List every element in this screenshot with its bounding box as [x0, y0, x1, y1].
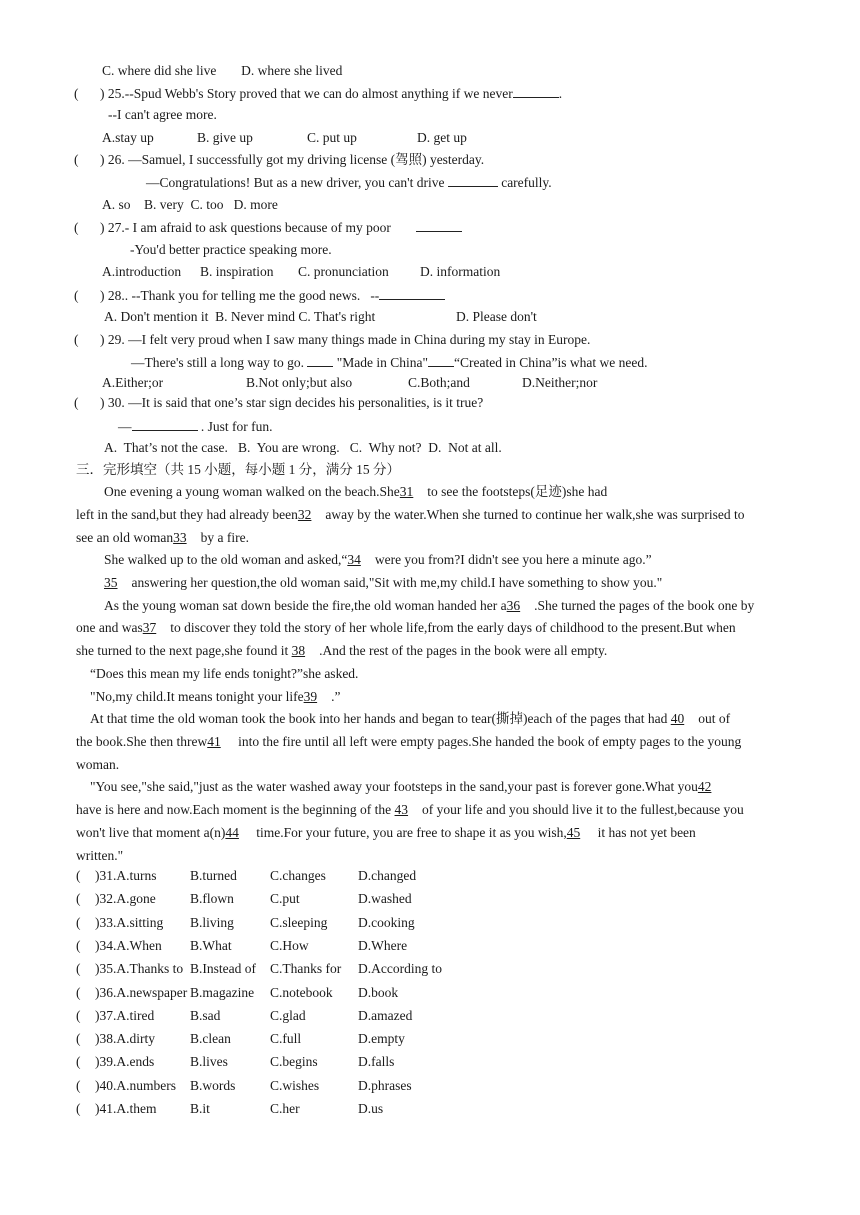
option-a: )37.A.tired: [95, 1007, 155, 1023]
cloze-blank-number: 41: [207, 734, 221, 749]
passage-text: left in the sand,but they had already been: [76, 507, 298, 522]
passage-text: into the fire until all left were empty pages.She handed the book of empty pages to the young: [234, 734, 742, 749]
passage-line: [90, 778, 725, 796]
q28-stem: ( ) 28.. --Thank you for telling me the good news. --: [74, 286, 445, 305]
answer-paren[interactable]: (: [76, 1054, 81, 1070]
q30-options: A. That’s not the case. B. You are wrong. C. Why not? D. Not at all.: [104, 440, 502, 455]
option-c: C.glad: [270, 1007, 306, 1023]
passage-text: to discover they told the story of her whole life,from the early days of childhood to the present.But when: [170, 620, 736, 635]
answer-paren[interactable]: (: [76, 868, 81, 883]
q27-options: A.introduction B. inspiration C. pronunciation D. information: [102, 264, 501, 279]
passage-text: one and was: [76, 620, 143, 635]
q25-options: A.stay up B. give up C. put up D. get up: [102, 130, 467, 145]
passage-line: [76, 619, 736, 637]
answer-paren[interactable]: (: [74, 220, 79, 235]
option-d: D.book: [358, 984, 399, 1000]
option-d: D.changed: [358, 868, 417, 883]
passage-text: “Does this mean my life ends tonight?”she asked.: [90, 666, 359, 681]
answer-paren[interactable]: (: [76, 1101, 81, 1116]
q24-options: [102, 62, 342, 80]
passage-line: [104, 483, 607, 501]
q24-option-d: D. where she lived: [241, 63, 343, 78]
passage-text: the book.She then threw: [76, 734, 208, 749]
option-c: C.How: [270, 937, 309, 953]
option-c: C.her: [270, 1101, 300, 1116]
option-c: C.begins: [270, 1054, 318, 1070]
passage-line: [76, 756, 119, 774]
passage-line: [76, 733, 741, 751]
cloze-blank-number: 44: [225, 825, 239, 840]
passage-text: of your life and you should live it to the fullest,because you: [422, 802, 744, 817]
cloze-blank-number: 42: [697, 779, 712, 794]
passage-text: .”: [331, 689, 341, 704]
option-b: B.sad: [190, 1007, 221, 1023]
option-c: C.put: [270, 891, 300, 907]
option-a: )36.A.newspaper: [95, 984, 188, 1000]
option-d: D.amazed: [358, 1007, 413, 1023]
option-d: D.According to: [358, 961, 442, 977]
cloze-blank-number: 38: [291, 643, 306, 658]
q28-options: A. Don't mention it B. Never mind C. That's right D. Please don't: [104, 309, 537, 324]
option-d: D.phrases: [358, 1077, 412, 1093]
answer-blank[interactable]: [307, 353, 333, 367]
passage-text: to see the footsteps(足迹)she had: [427, 484, 608, 499]
q27-reply: -You'd better practice speaking more.: [130, 242, 332, 257]
option-b: B.lives: [190, 1054, 228, 1070]
option-b: B.What: [190, 937, 232, 953]
option-a: )39.A.ends: [95, 1054, 155, 1070]
passage-text: away by the water.When she turned to continue her walk,she was surprised to: [325, 507, 745, 522]
answer-blank[interactable]: [428, 353, 454, 367]
option-b: B.words: [190, 1077, 236, 1093]
passage-text: "No,my child.It means tonight your life: [90, 689, 304, 704]
option-d: D.cooking: [358, 914, 415, 930]
cloze-blank-number: 40: [670, 711, 685, 726]
passage-text: won't live that moment a(n): [76, 825, 226, 840]
q26-reply: —Congratulations! But as a new driver, you can't drive carefully.: [146, 175, 552, 190]
answer-paren[interactable]: (: [76, 1007, 81, 1023]
q26-stem: ( ) 26. —Samuel, I successfully got my driving license (驾照) yesterday.: [74, 152, 485, 167]
option-c: C.sleeping: [270, 914, 328, 930]
option-a: )34.A.When: [95, 937, 162, 953]
passage-text: woman.: [76, 757, 120, 772]
answer-blank[interactable]: [416, 218, 462, 232]
answer-paren[interactable]: (: [76, 1031, 81, 1047]
option-b: B.clean: [190, 1031, 231, 1047]
section-heading: 三．完形填空（共 15 小题，每小题 1 分，满分 15 分）: [76, 462, 400, 477]
option-c: C.changes: [270, 868, 326, 883]
option-a: )40.A.numbers: [95, 1077, 176, 1093]
option-a: )35.A.Thanks to: [95, 961, 184, 977]
option-b: B.magazine: [190, 984, 255, 1000]
passage-text: One evening a young woman walked on the beach.She: [104, 484, 400, 499]
passage-text: by a fire.: [200, 530, 249, 545]
passage-text: written.": [76, 848, 124, 863]
option-c: C.Thanks for: [270, 961, 342, 977]
option-c: C.full: [270, 1031, 302, 1047]
option-b: B.Instead of: [190, 961, 256, 977]
passage-text: "You see,"she said,"just as the water washed away your footsteps in the sand,your past is forever gone.What you: [90, 779, 698, 794]
answer-blank[interactable]: [132, 417, 198, 431]
answer-blank[interactable]: [513, 84, 559, 98]
q30-stem: ( ) 30. —It is said that one’s star sign decides his personalities, is it true?: [74, 395, 484, 410]
passage-text: see an old woman: [76, 530, 174, 545]
option-b: B.flown: [190, 891, 234, 907]
cloze-blank-number: 33: [173, 530, 187, 545]
q25-stem: ( ) 25.--Spud Webb's Story proved that we can do almost anything if we never .: [74, 86, 563, 101]
option-a: )31.A.turns: [95, 868, 157, 883]
passage-line: [104, 551, 652, 569]
q30-reply: — . Just for fun.: [118, 419, 273, 434]
passage-line: [104, 574, 662, 592]
passage-text: She walked up to the old woman and asked,“: [104, 552, 348, 567]
passage-line: [76, 824, 696, 842]
option-d: D.washed: [358, 891, 412, 907]
answer-paren[interactable]: (: [74, 86, 79, 101]
passage-line: [90, 688, 340, 706]
option-b: B.turned: [190, 868, 237, 883]
cloze-blank-number: 31: [399, 484, 414, 499]
option-b: B.it: [190, 1101, 210, 1116]
q26-options: A. so B. very C. too D. more: [102, 197, 278, 212]
answer-paren[interactable]: (: [74, 152, 79, 167]
option-d: D.falls: [358, 1054, 395, 1070]
passage-line: [76, 506, 745, 524]
passage-text: .She turned the pages of the book one by: [534, 598, 755, 613]
option-d: D.empty: [358, 1031, 405, 1047]
option-d: D.Where: [358, 937, 408, 953]
option-a: )32.A.gone: [95, 891, 156, 907]
passage-text: were you from?I didn't see you here a minute ago.”: [374, 552, 652, 567]
option-a: )41.A.them: [95, 1101, 157, 1116]
option-d: D.us: [358, 1101, 384, 1116]
answer-paren[interactable]: (: [76, 937, 81, 953]
q29-options: A.Either;or B.Not only;but also C.Both;and D.Neither;nor: [102, 375, 598, 390]
passage-line: [104, 597, 754, 615]
cloze-blank-number: 35: [104, 575, 118, 590]
option-c: C.notebook: [270, 984, 333, 1000]
cloze-blank-number: 34: [347, 552, 361, 567]
answer-paren[interactable]: (: [76, 984, 81, 1000]
answer-paren[interactable]: (: [74, 332, 79, 347]
answer-paren[interactable]: (: [74, 395, 79, 410]
passage-text: As the young woman sat down beside the fire,the old woman handed her a: [104, 598, 507, 613]
passage-line: [90, 710, 730, 728]
passage-line: [76, 642, 607, 660]
answer-paren[interactable]: (: [76, 961, 81, 977]
passage-line: [76, 801, 744, 819]
q29-stem: ( ) 29. —I felt very proud when I saw many things made in China during my stay in Europe.: [74, 332, 591, 347]
cloze-blank-number: 37: [142, 620, 157, 635]
cloze-blank-number: 32: [297, 507, 312, 522]
passage-text: have is here and now.Each moment is the beginning of the: [76, 802, 395, 817]
option-c: C.wishes: [270, 1077, 320, 1093]
answer-paren[interactable]: (: [76, 914, 81, 930]
answer-blank[interactable]: [448, 173, 498, 187]
passage-text: At that time the old woman took the book into her hands and began to tear(撕掉)each of the pages that had: [90, 711, 671, 726]
cloze-blank-number: 45: [566, 825, 581, 840]
answer-paren[interactable]: (: [74, 288, 79, 303]
passage-line: [90, 665, 358, 683]
passage-text: time.For your future, you are free to shape it as you wish,: [252, 825, 567, 840]
passage-text: out of: [698, 711, 731, 726]
answer-blank[interactable]: [379, 286, 445, 300]
passage-text: it has not yet been: [594, 825, 696, 840]
passage-text: answering her question,the old woman said,"Sit with me,my child.I have something to show you.": [131, 575, 663, 590]
answer-paren[interactable]: (: [76, 891, 81, 907]
passage-line: [76, 529, 249, 547]
answer-paren[interactable]: (: [76, 1077, 81, 1093]
q29-reply: —There's still a long way to go. "Made in China" “Created in China”is what we need.: [131, 355, 648, 370]
option-a: )33.A.sitting: [95, 914, 164, 930]
cloze-blank-number: 43: [394, 802, 409, 817]
option-b: B.living: [190, 914, 234, 930]
passage-line: [76, 847, 123, 865]
option-a: )38.A.dirty: [95, 1031, 155, 1047]
passage-text: she turned to the next page,she found it: [76, 643, 292, 658]
q24-option-c: C. where did she live: [102, 63, 217, 78]
cloze-blank-number: 36: [506, 598, 521, 613]
q25-reply: --I can't agree more.: [108, 107, 217, 122]
passage-text: .And the rest of the pages in the book were all empty.: [319, 643, 608, 658]
cloze-blank-number: 39: [303, 689, 318, 704]
q27-stem: ( ) 27.- I am afraid to ask questions because of my poor: [74, 218, 462, 237]
